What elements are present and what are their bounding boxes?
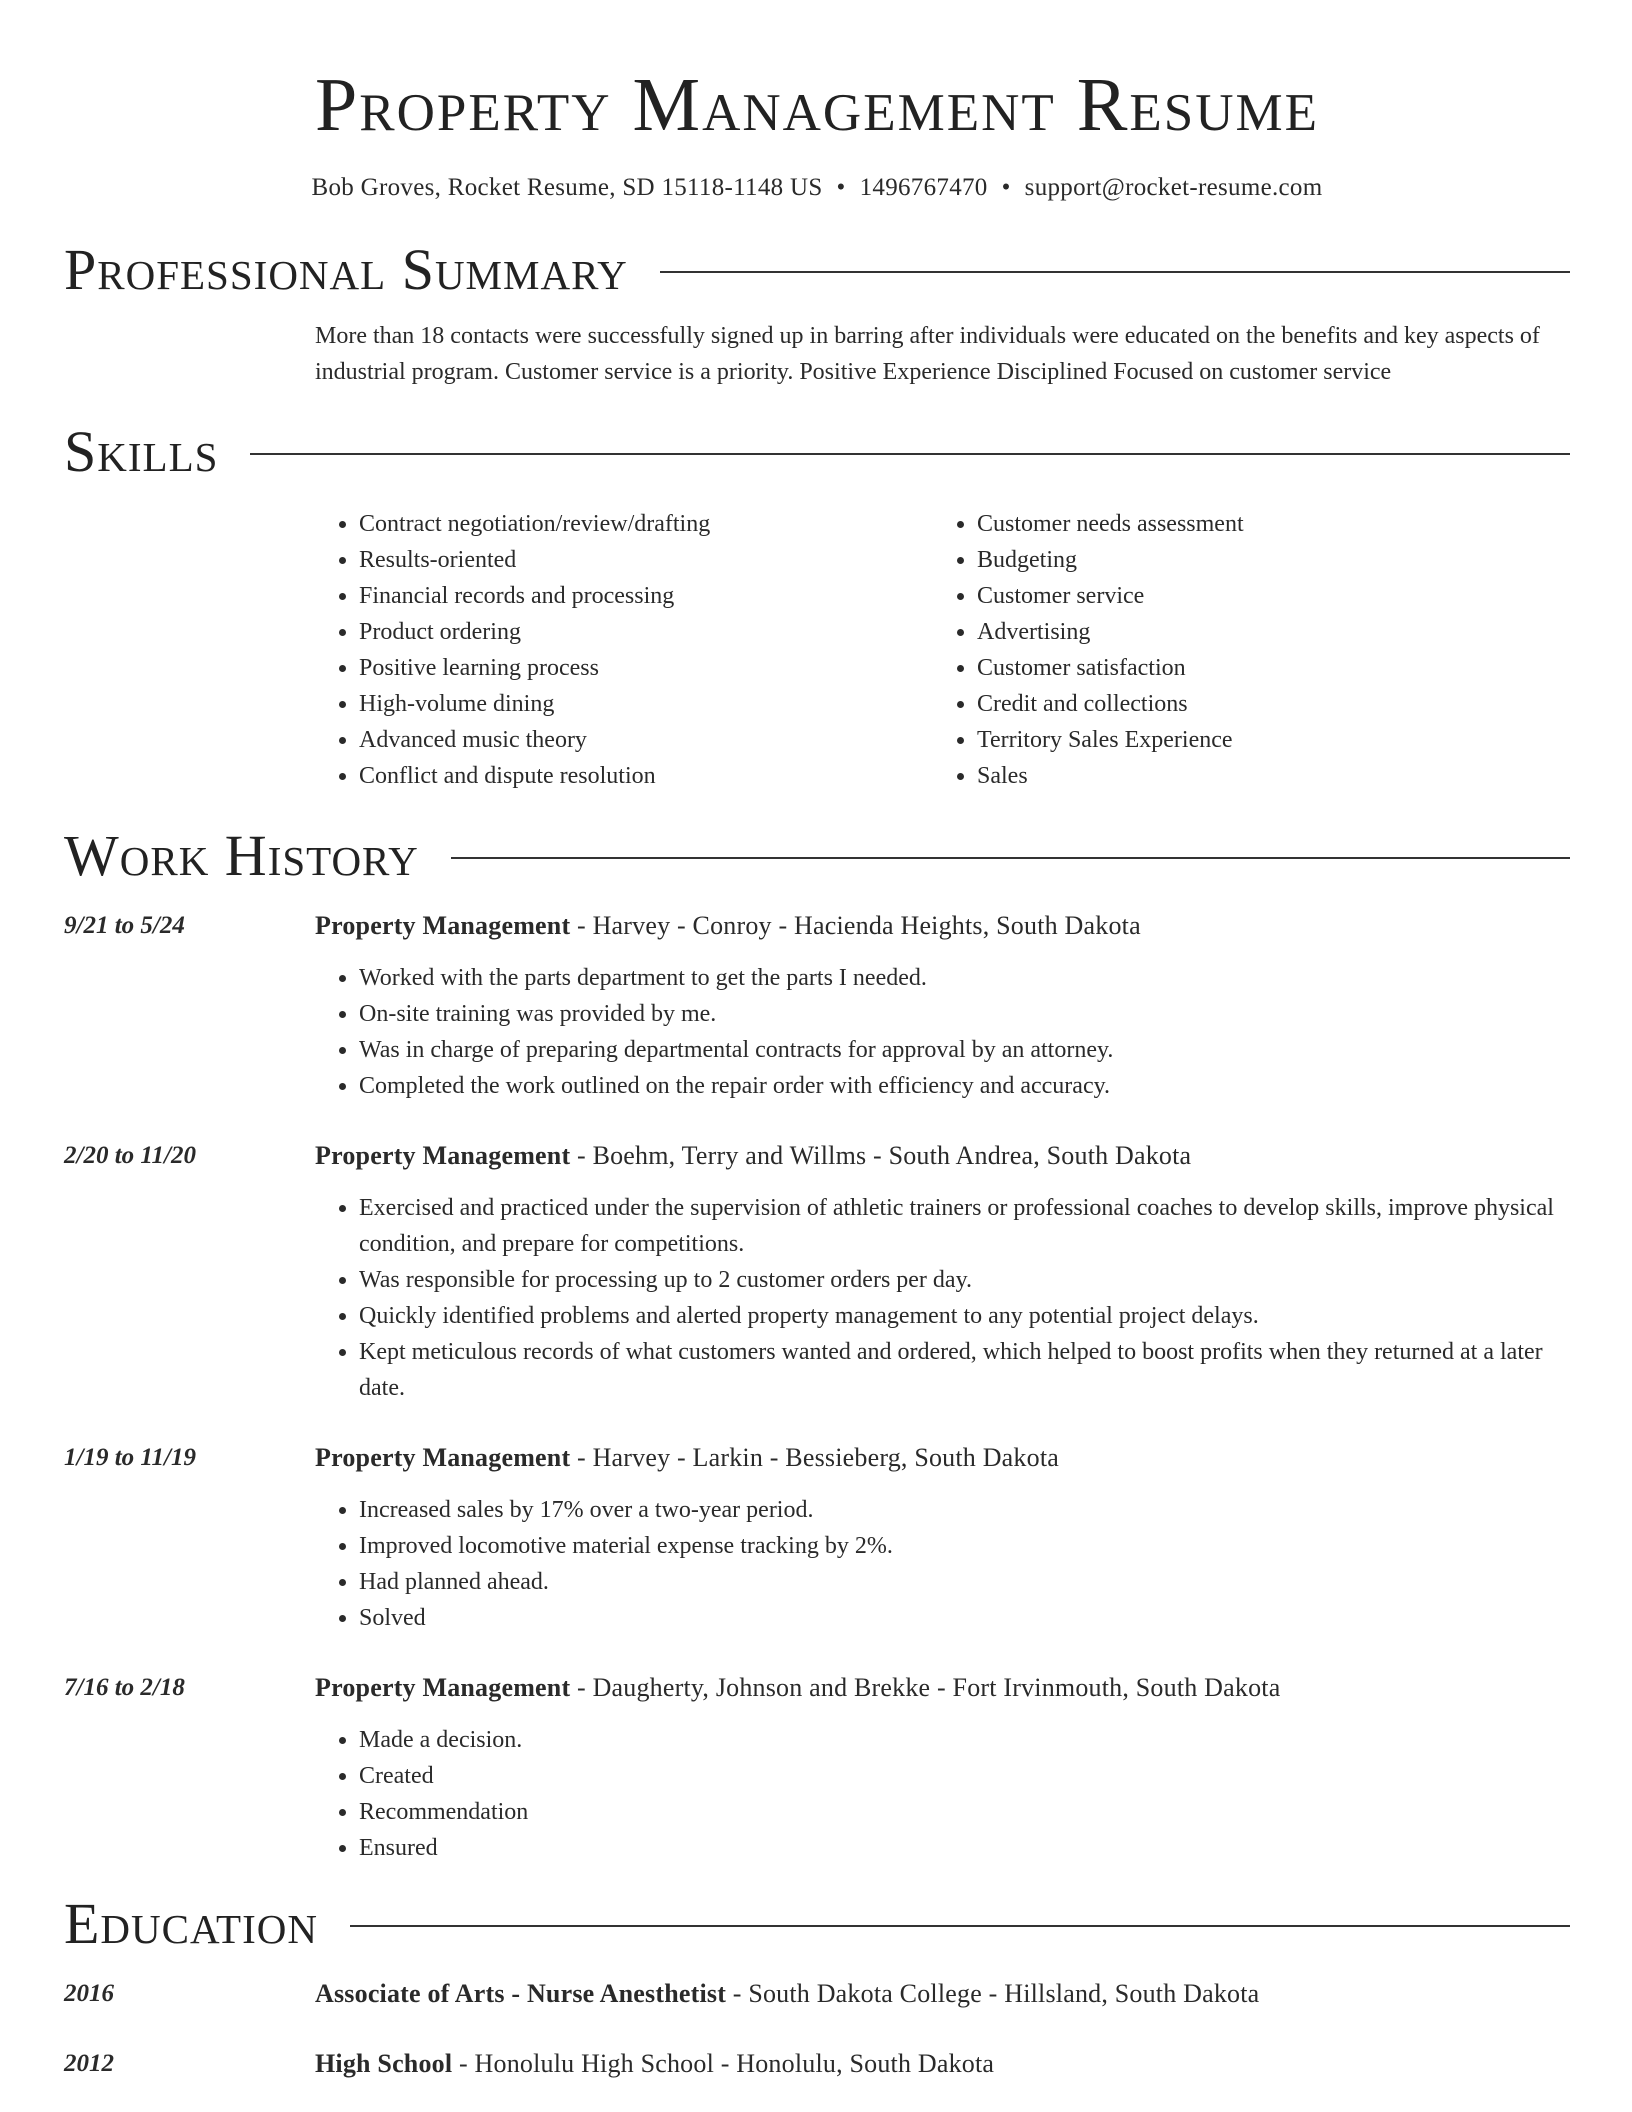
skill-item: • High-volume dining [359,686,933,722]
skill-item: • Product ordering [359,614,933,650]
job-dates: 7/16 to 2/18 [64,1674,185,1701]
job-bullets [315,1190,1570,1406]
education-entry [64,1976,1570,2012]
job-bullet: • Quickly identified problems and alerted property management to any potential project delays. [359,1298,1570,1334]
skill-item: • Financial records and processing [359,578,933,614]
job-bullet: • Recommendation [359,1794,1570,1830]
section-divider [250,453,1570,455]
job-header [315,1670,1570,1706]
skills-list-left [315,506,933,794]
job-bullet: • On-site training was provided by me. [359,996,1570,1032]
education-heading: Education [64,1891,318,1956]
summary-section-header [64,238,1570,302]
skill-item: • Customer satisfaction [977,650,1551,686]
education-body [315,1976,1570,2012]
skill-item: • Territory Sales Experience [977,722,1551,758]
job-bullet: • Made a decision. [359,1722,1570,1758]
job-bullet: • Had planned ahead. [359,1564,1570,1600]
job-bullet: • Solved [359,1600,1570,1636]
job-dates: 1/19 to 11/19 [64,1444,196,1471]
section-divider [350,1925,1570,1927]
job-body [315,1138,1570,1406]
education-details: - South Dakota College - Hillsland, South Dakota [726,1979,1260,2008]
contact-phone: 1496767470 [859,174,988,201]
summary-heading: Professional Summary [64,237,628,302]
skill-item: • Advertising [977,614,1551,650]
education-year: 2016 [64,1980,114,2007]
job-dates: 2/20 to 11/20 [64,1142,196,1169]
education-section-header [64,1892,1570,1956]
education-entry [64,2046,1570,2082]
job-header [315,1138,1570,1174]
skill-item: • Customer service [977,578,1551,614]
job-details: - Harvey - Larkin - Bessieberg, South Dakota [570,1443,1059,1472]
education-details: - Honolulu High School - Honolulu, South Dakota [452,2049,995,2078]
skill-item: • Conflict and dispute resolution [359,758,933,794]
contact-separator: • [836,174,846,201]
job-bullet: • Was responsible for processing up to 2 customer orders per day. [359,1262,1570,1298]
education-line [315,2046,1570,2082]
contact-separator: • [1001,174,1011,201]
job-title: Property Management [315,1443,571,1472]
section-divider [451,857,1570,859]
resume-page [64,0,1570,2082]
job-bullet: • Was in charge of preparing departmental contracts for approval by an attorney. [359,1032,1570,1068]
skills-columns [315,506,1570,794]
job-bullet: • Ensured [359,1830,1570,1866]
skill-item: • Contract negotiation/review/drafting [359,506,933,542]
skills-list-right [933,506,1551,794]
job-bullets [315,1722,1570,1866]
job-bullet: • Kept meticulous records of what customers wanted and ordered, which helped to boost profits when they returned at a later date. [359,1334,1570,1406]
summary-text: More than 18 contacts were successfully signed up in barring after individuals were educated on the benefits and key aspects of industrial program. Customer service is a priority. Positive Experience Disciplined Focused on customer service [315,323,1540,385]
job-bullet: • Completed the work outlined on the repair order with efficiency and accuracy. [359,1068,1570,1104]
job-entry [64,908,1570,1104]
skills-heading: Skills [64,419,219,484]
skill-item: • Sales [977,758,1551,794]
contact-line [64,172,1570,204]
job-header [315,1440,1570,1476]
contact-address: Bob Groves, Rocket Resume, SD 15118-1148 US [311,174,823,201]
job-bullet: • Worked with the parts department to get the parts I needed. [359,960,1570,996]
job-header [315,908,1570,944]
job-entry [64,1440,1570,1636]
job-entry [64,1138,1570,1406]
job-body [315,1670,1570,1866]
education-line [315,1976,1570,2012]
job-details: - Boehm, Terry and Willms - South Andrea, South Dakota [570,1141,1192,1170]
work-heading: Work History [64,823,419,888]
job-details: - Daugherty, Johnson and Brekke - Fort Irvinmouth, South Dakota [570,1673,1281,1702]
job-bullets [315,960,1570,1104]
job-dates: 9/21 to 5/24 [64,912,185,939]
skill-item: • Credit and collections [977,686,1551,722]
job-title: Property Management [315,1141,571,1170]
work-section-header [64,824,1570,888]
skill-item: • Positive learning process [359,650,933,686]
education-degree: Associate of Arts - Nurse Anesthetist [315,1979,727,2008]
skills-section-header [64,420,1570,484]
education-body [315,2046,1570,2082]
job-title: Property Management [315,911,571,940]
job-bullet: • Exercised and practiced under the supervision of athletic trainers or professional coaches to develop skills, improve physical condition, and prepare for competitions. [359,1190,1570,1262]
resume-title: Property Management Resume [314,63,1320,147]
job-title: Property Management [315,1673,571,1702]
summary-body [315,318,1570,390]
education-degree: High School [315,2049,453,2078]
skill-item: • Advanced music theory [359,722,933,758]
job-entry [64,1670,1570,1866]
skill-item: • Budgeting [977,542,1551,578]
job-body [315,908,1570,1104]
job-body [315,1440,1570,1636]
education-year: 2012 [64,2050,114,2077]
job-bullet: • Created [359,1758,1570,1794]
job-bullets [315,1492,1570,1636]
skill-item: • Customer needs assessment [977,506,1551,542]
contact-email[interactable]: support@rocket-resume.com [1024,174,1323,201]
job-details: - Harvey - Conroy - Hacienda Heights, South Dakota [570,911,1141,940]
job-bullet: • Increased sales by 17% over a two-year period. [359,1492,1570,1528]
section-divider [660,271,1570,273]
job-bullet: • Improved locomotive material expense tracking by 2%. [359,1528,1570,1564]
skill-item: • Results-oriented [359,542,933,578]
